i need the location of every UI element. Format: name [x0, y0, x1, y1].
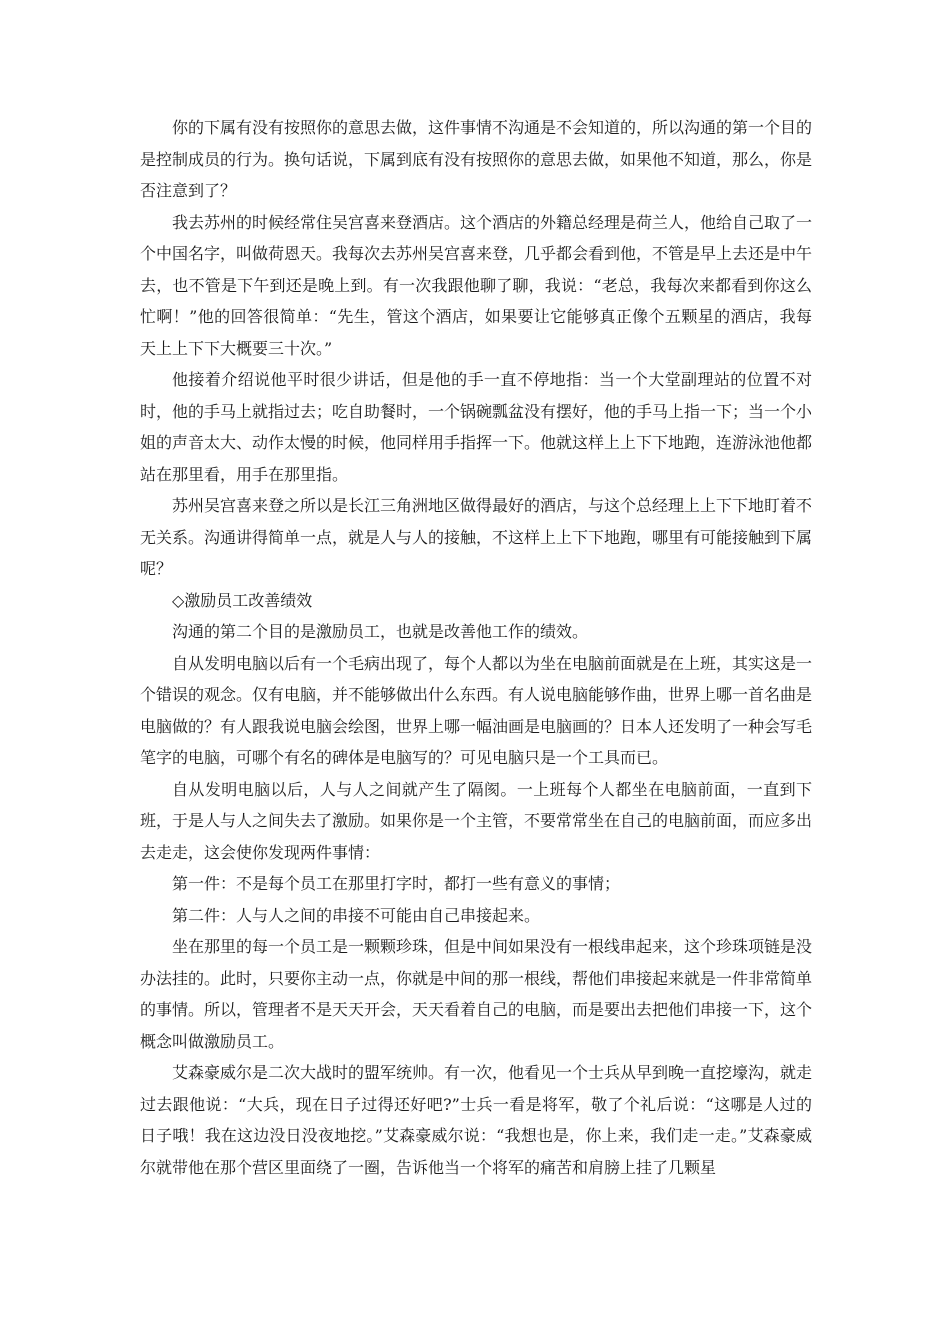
paragraph-8: 第一件：不是每个员工在那里打字时，都打一些有意义的事情； [172, 874, 621, 893]
paragraph-10: 坐在那里的每一个员工是一颗颗珍珠，但是中间如果没有一根线串起来，这个珍珠项链是没办法挂的。此时，只要你主动一点，你就是中间的那一根线，帮他们串接起来就是一件非常简单的事情。所以，管理者不是天天开会，天天看着自己的电脑，而是要出去把他们串接一下，这个概念叫做激励员工。 [140, 937, 813, 1051]
section-heading: ◇激励员工改善绩效 [172, 590, 313, 610]
paragraph-5: 沟通的第二个目的是激励员工，也就是改善他工作的绩效。 [172, 622, 589, 641]
paragraph-3: 他接着介绍说他平时很少讲话，但是他的手一直不停地指：当一个大堂副理站的位置不对时，他的手马上就指过去；吃自助餐时，一个锅碗瓢盆没有摆好，他的手马上指一下；当一个小姐的声音太大、动作太慢的时候，他同样用手指挥一下。他就这样上上下下地跑，连游泳池他都站在那里看，用手在那里指。 [140, 370, 813, 484]
paragraph-7: 自从发明电脑以后，人与人之间就产生了隔阂。一上班每个人都坐在电脑前面，一直到下班，于是人与人之间失去了激励。如果你是一个主管，不要常常坐在自己的电脑前面，而应多出去走走，这会使你发现两件事情： [140, 779, 813, 862]
paragraph-2: 我去苏州的时候经常住吴宫喜来登酒店。这个酒店的外籍总经理是荷兰人，他给自己取了一个中国名字，叫做荷恩天。我每次去苏州吴宫喜来登，几乎都会看到他，不管是早上去还是中午去，也不管是下午到还是晚上到。有一次我跟他聊了聊，我说：“老总，我每次来都看到你这么忙啊！”他的回答很简单：“先生，管这个酒店，如果要让它能够真正像个五颗星的酒店，我每天上上下下大概要三十次。” [140, 212, 813, 358]
paragraph-11: 艾森豪威尔是二次大战时的盟军统帅。有一次，他看见一个士兵从早到晚一直挖壕沟，就走过去跟他说：“大兵，现在日子过得还好吧?”士兵一看是将军，敬了个礼后说：“这哪是人过的日子哦！我在这边没日没夜地挖。”艾森豪威尔说：“我想也是，你上来，我们走一走。”艾森豪威尔就带他在那个营区里面绕了一圈，告诉他当一个将军的痛苦和肩膀上挂了几颗星 [140, 1063, 813, 1177]
paragraph-6: 自从发明电脑以后有一个毛病出现了，每个人都以为坐在电脑前面就是在上班，其实这是一个错误的观念。仅有电脑，并不能够做出什么东西。有人说电脑能够作曲，世界上哪一首名曲是电脑做的？有人跟我说电脑会绘图，世界上哪一幅油画是电脑画的？日本人还发明了一种会写毛笔字的电脑，可哪个有名的碑体是电脑写的？可见电脑只是一个工具而已。 [140, 653, 813, 767]
document-page [140, 112, 812, 1183]
paragraph-1: 你的下属有没有按照你的意思去做，这件事情不沟通是不会知道的，所以沟通的第一个目的是控制成员的行为。换句话说，下属到底有没有按照你的意思去做，如果他不知道，那么，你是否注意到了？ [140, 118, 813, 200]
paragraph-9: 第二件：人与人之间的串接不可能由自己串接起来。 [172, 905, 541, 925]
paragraph-4: 苏州吴宫喜来登之所以是长江三角洲地区做得最好的酒店，与这个总经理上上下下地盯着不无关系。沟通讲得简单一点，就是人与人的接触，不这样上上下下地跑，哪里有可能接触到下属呢？ [140, 496, 813, 578]
